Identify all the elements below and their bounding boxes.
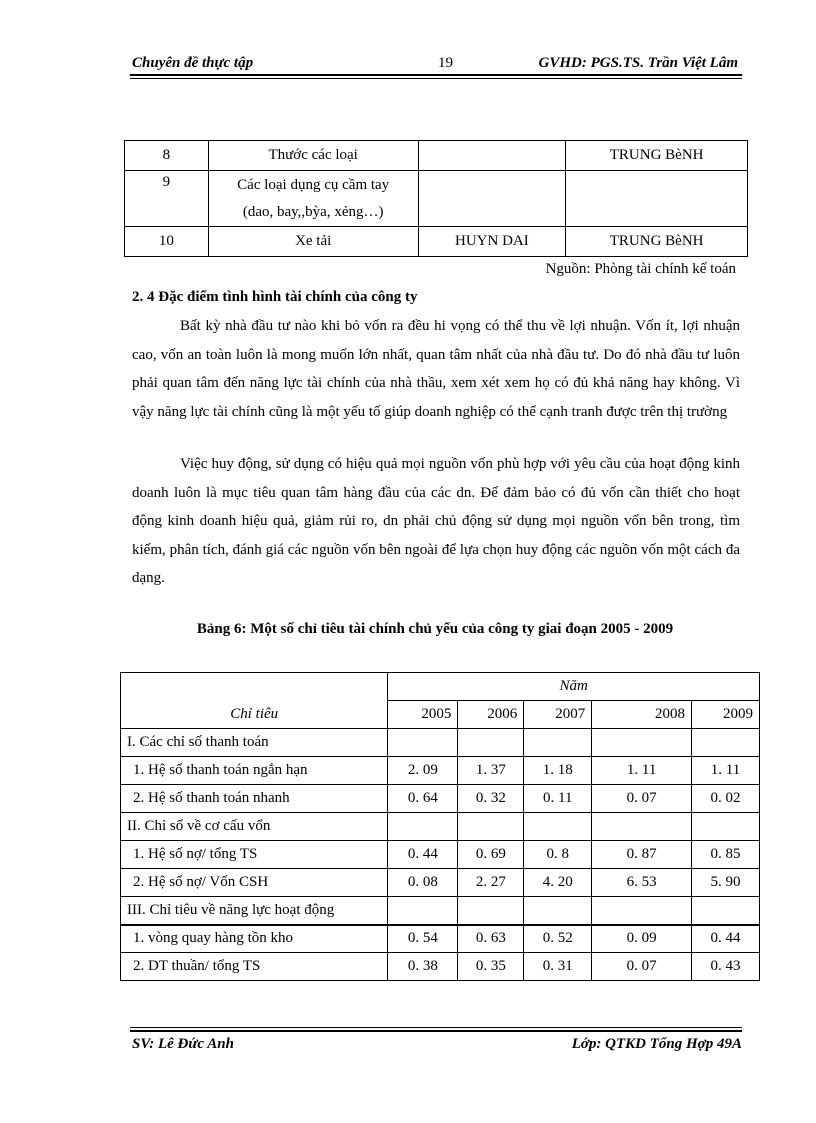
cell-brand [418, 171, 566, 227]
row-value: 0. 31 [524, 953, 592, 981]
row-value: 0. 44 [388, 841, 458, 869]
row-value: 0. 85 [692, 841, 760, 869]
equipment-table [124, 140, 748, 257]
row-value: 0. 02 [692, 785, 760, 813]
row-value: 0. 09 [592, 925, 692, 953]
table-row [121, 925, 760, 953]
cell-name-line2: (dao, bay,,bỳa, xẻng…) [242, 203, 384, 220]
row-value: 2. 09 [388, 757, 458, 785]
table-row [121, 757, 760, 785]
page-number: 19 [438, 55, 453, 71]
row-value [388, 897, 458, 925]
row-value: 0. 35 [458, 953, 524, 981]
row-value [524, 729, 592, 757]
row-value: 0. 07 [592, 953, 692, 981]
table-row [125, 141, 748, 171]
cell-no: 10 [125, 227, 209, 257]
footer-rule [130, 1030, 742, 1032]
indicator-header: Chỉ tiêu [121, 673, 388, 729]
row-label: III. Chỉ tiêu về năng lực hoạt động [121, 897, 388, 925]
row-value: 0. 63 [458, 925, 524, 953]
row-value: 0. 08 [388, 869, 458, 897]
row-value [692, 897, 760, 925]
year-2005: 2005 [388, 701, 458, 729]
year-2007: 2007 [524, 701, 592, 729]
row-value [592, 897, 692, 925]
cell-brand [418, 141, 566, 171]
paragraph-1: Bất kỳ nhà đầu tư nào khi bỏ vốn ra đều hi vọng có thể thu về lợi nhuận. Vốn ít, lợi nhuận cao, vốn an toàn luôn là mong muốn lớn nhất, quan tâm nhất của nhà đầu tư. Do đó nhà đầu tư luôn phải quan tâm đến năng lực tài chính của nhà thầu, xem xét xem họ có đủ khả năng hay không. Vì vậy năng lực tài chính cũng là một yếu tố giúp doanh nghiệp có thể cạnh tranh được trên thị trường [132, 318, 740, 420]
cell-brand: HUYN DAI [418, 227, 566, 257]
table-row [125, 227, 748, 257]
cell-name: Thước các loại [208, 141, 418, 171]
row-value: 1. 18 [524, 757, 592, 785]
row-label: 2. Hệ số nợ/ Vốn CSH [121, 869, 388, 897]
row-value: 0. 87 [592, 841, 692, 869]
row-value: 1. 11 [592, 757, 692, 785]
footer-left: SV: Lê Đức Anh [132, 1036, 234, 1052]
row-value [692, 813, 760, 841]
table-source: Nguồn: Phòng tài chính kế toán [545, 261, 736, 277]
row-label: 2. Hệ số thanh toán nhanh [121, 785, 388, 813]
cell-status: TRUNG BèNH [566, 227, 748, 257]
cell-name-line1: Các loại dụng cụ cầm tay [237, 176, 390, 193]
table-row [121, 869, 760, 897]
header-rule [130, 74, 742, 76]
cell-status: TRUNG BèNH [566, 141, 748, 171]
table-row [121, 953, 760, 981]
footer-right: Lớp: QTKD Tổng Hợp 49A [571, 1036, 742, 1052]
row-value: 1. 37 [458, 757, 524, 785]
row-value: 0. 38 [388, 953, 458, 981]
row-value: 4. 20 [524, 869, 592, 897]
section-title: 2. 4 Đặc điểm tình hình tài chính của công ty [132, 289, 418, 305]
table-row [121, 785, 760, 813]
table-row [125, 171, 748, 227]
footer-rule-thin [130, 1027, 742, 1028]
cell-name [208, 171, 418, 227]
row-value: 0. 8 [524, 841, 592, 869]
row-value: 1. 11 [692, 757, 760, 785]
table-row [121, 813, 760, 841]
header-left: Chuyên đề thực tập [132, 55, 254, 71]
row-value [388, 813, 458, 841]
year-2009: 2009 [692, 701, 760, 729]
row-label: II. Chỉ số về cơ cấu vốn [121, 813, 388, 841]
row-value [458, 897, 524, 925]
year-header: Năm [388, 673, 760, 701]
finance-table [120, 672, 760, 981]
cell-no: 8 [125, 141, 209, 171]
row-value: 0. 43 [692, 953, 760, 981]
row-value: 0. 11 [524, 785, 592, 813]
row-value [524, 813, 592, 841]
year-2006: 2006 [458, 701, 524, 729]
row-value: 6. 53 [592, 869, 692, 897]
row-value: 2. 27 [458, 869, 524, 897]
row-value: 0. 44 [692, 925, 760, 953]
row-value [692, 729, 760, 757]
cell-no: 9 [125, 171, 209, 227]
year-2008: 2008 [592, 701, 692, 729]
table-header-row [121, 673, 760, 701]
header-rule-thin [130, 78, 742, 79]
cell-status [566, 171, 748, 227]
row-value [458, 729, 524, 757]
table-caption: Bảng 6: Một số chỉ tiêu tài chính chủ yếu của công ty giai đoạn 2005 - 2009 [196, 621, 674, 637]
row-value [388, 729, 458, 757]
paragraph-2: Việc huy động, sử dụng có hiệu quả mọi nguồn vốn phù hợp với yêu cầu của hoạt động kinh doanh luôn là mục tiêu quan tâm hàng đầu của các dn. Để đảm bảo có đủ vốn cần thiết cho hoạt động kinh doanh hiệu quả, giảm rủi ro, dn phải chủ động sử dụng mọi nguồn vốn bên trong, tìm kiếm, phân tích, đánh giá các nguồn vốn bên ngoài để lựa chọn huy động các nguồn vốn một cách đa dạng. [132, 456, 740, 586]
row-value: 5. 90 [692, 869, 760, 897]
row-value [458, 813, 524, 841]
header-right: GVHD: PGS.TS. Trần Việt Lâm [538, 55, 738, 71]
row-value: 0. 54 [388, 925, 458, 953]
row-value [592, 729, 692, 757]
row-label: 1. Hệ số nợ/ tổng TS [121, 841, 388, 869]
row-value: 0. 32 [458, 785, 524, 813]
row-value: 0. 69 [458, 841, 524, 869]
row-value: 0. 52 [524, 925, 592, 953]
row-value: 0. 64 [388, 785, 458, 813]
row-label: 1. Hệ số thanh toán ngắn hạn [121, 757, 388, 785]
row-value [592, 813, 692, 841]
cell-name: Xe tải [208, 227, 418, 257]
table-row [121, 729, 760, 757]
row-label: I. Các chỉ số thanh toán [121, 729, 388, 757]
row-label: 2. DT thuần/ tổng TS [121, 953, 388, 981]
table-row [121, 897, 760, 925]
row-label: 1. vòng quay hàng tồn kho [121, 925, 388, 953]
row-value [524, 897, 592, 925]
table-row [121, 841, 760, 869]
row-value: 0. 07 [592, 785, 692, 813]
